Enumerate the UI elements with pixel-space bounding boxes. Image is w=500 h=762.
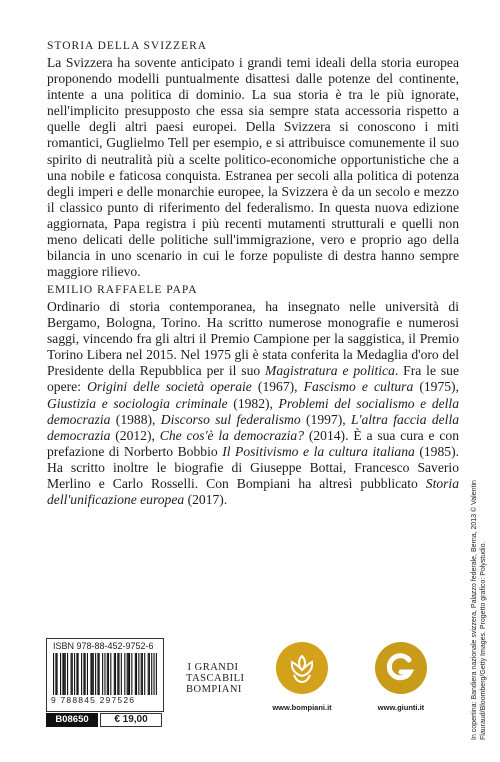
giunti-emblem-icon: [375, 642, 427, 694]
barcode-bar: [117, 653, 118, 695]
bio-text: (1975),: [413, 379, 459, 395]
barcode-bar: [141, 653, 142, 695]
barcode-image: [53, 653, 157, 695]
barcode-bar: [115, 653, 116, 695]
bio-text: Ordinario di storia contemporanea, ha insegnato nelle università di Bergamo, Bologna, Torino. Ha scritto numerose monografie e numerosi saggi, vincendo fra gli altri il Premio Campione per la saggistica, il Premio Torino Libera nel 2015. Nel 1975 gli è stata conferita la Medaglia d'oro del Presidente della Repubblica per il suo: [47, 299, 459, 379]
bio-text: (1985). Ha scritto inoltre le biografie di Giuseppe Bottai, Francesco Saverio Merlino e Carlo Rosselli. Con Bompiani ha altresì pubblicato: [47, 443, 459, 492]
barcode-bar: [124, 653, 125, 695]
work-title: Fascismo e cultura: [303, 379, 414, 395]
barcode-bar: [72, 653, 73, 695]
barcode-bar: [138, 653, 139, 695]
bio-text: (2014). È a sua cura e con prefazione di Norberto Bobbio: [47, 427, 459, 459]
barcode-bar: [142, 653, 143, 695]
bio-text: (2012),: [110, 427, 160, 443]
barcode-bar: [128, 653, 129, 695]
barcode-bar: [104, 653, 105, 695]
bio-text: (1982),: [227, 395, 279, 411]
barcode-bar: [90, 653, 91, 695]
barcode-bar: [55, 653, 56, 695]
barcode-bar: [85, 653, 86, 695]
author-bio-text: [47, 299, 459, 508]
barcode-bar: [144, 653, 145, 695]
author-bio: [47, 284, 459, 508]
barcode-bar: [121, 653, 122, 695]
barcode-bar: [67, 653, 68, 695]
barcode-bar: [102, 653, 103, 695]
barcode-bar: [81, 653, 82, 695]
work-title: L'altra faccia della democrazia: [47, 411, 460, 443]
barcode-bar: [107, 653, 108, 695]
barcode-bar: [131, 653, 132, 695]
work-title: Problemi del socialismo e della democrazia: [47, 395, 459, 427]
work-title: Storia dell'unificazione europea: [47, 476, 459, 508]
barcode-bar: [127, 653, 128, 695]
barcode-bar: [65, 653, 66, 695]
barcode-bar: [83, 653, 84, 695]
bio-text: (2017).: [184, 492, 228, 508]
barcode-bar: [110, 653, 111, 695]
work-title: Giustizia e sociologia criminale: [47, 395, 228, 411]
work-title: Il Positivismo e la cultura italiana: [222, 443, 415, 459]
book-title-heading: STORIA DELLA SVIZZERA: [47, 40, 208, 52]
barcode-bar: [57, 653, 58, 695]
barcode-bar: [148, 653, 149, 695]
barcode-bar: [60, 653, 61, 695]
barcode-bar: [97, 653, 98, 695]
bompiani-logo-icon: [276, 642, 328, 694]
barcode-bar: [136, 653, 137, 695]
work-title: Discorso sul federalismo: [160, 411, 301, 427]
bio-text: (1967),: [251, 379, 304, 395]
product-code: B08650: [46, 713, 98, 727]
barcode-panel: [46, 638, 164, 712]
price-tag: € 19,00: [100, 713, 162, 727]
barcode-bar: [71, 653, 72, 695]
series-name: [186, 662, 245, 695]
barcode-bar: [99, 653, 100, 695]
work-title: Origini delle società operaie: [87, 379, 252, 395]
barcode-bar: [114, 653, 115, 695]
barcode-bar: [92, 653, 93, 695]
giunti-logo-icon: [375, 642, 427, 694]
bompiani-website: www.bompiani.it: [272, 703, 332, 712]
barcode-bar: [135, 653, 136, 695]
barcode-bar: [64, 653, 65, 695]
bio-text: (1988),: [110, 411, 161, 427]
book-blurb: La Svizzera ha sovente anticipato i grandi temi ideali della storia europea proponendo modelli puntualmente disattesi dalle potenze del continente, intente a una politica di dominio. La sua storia è tra le più ignorate, nell'implicito presupposto che essa sia sempre stata accessoria rispetto a quelle degli altri paesi europei. Della Svizzera si conoscono i miti romantici, Guglielmo Tell per esempio, e si attribuisce comunemente il suo spirito di neutralità più a scelte politico-economiche opportunistiche che a una nobile e faticosa conquista. Estranea per secoli alla politica di potenza degli imperi e delle monarchie europee, la Svizzera è da un secolo e mezzo il classico punto di riferimento del federalismo. In questa nuova edizione aggiornata, Papa registra i più recenti mutamenti strutturali e quelli non meno delicati delle politiche sull'immigrazione, vero e proprio ago della bilancia in uno scenario in cui le forze populiste di destra hanno sempre maggiore rilievo.: [47, 55, 459, 280]
barcode-bar: [78, 653, 79, 695]
barcode-bar: [151, 653, 152, 695]
cover-credits: In copertina: Bandiera nazionale svizzera, Palazzo federale, Berna, 2013 © Valentin Flauraud/Bloomberg/Getty Images. Progetto grafico: Polystudio.: [471, 480, 487, 740]
series-line: TASCABILI: [186, 673, 245, 684]
barcode-bar: [95, 653, 96, 695]
bio-text: (1997),: [300, 411, 352, 427]
barcode-bar: [93, 653, 94, 695]
barcode-bar: [62, 653, 63, 695]
work-title: Magistratura e politica: [265, 363, 395, 379]
book-description: [47, 40, 459, 280]
giunti-website: www.giunti.it: [377, 703, 425, 712]
barcode-bar: [74, 653, 75, 695]
barcode-bar: [118, 653, 119, 695]
barcode-bar: [156, 653, 157, 695]
series-line: BOMPIANI: [186, 684, 242, 695]
barcode-bar: [87, 653, 88, 695]
isbn-number: ISBN 978-88-452-9752-6: [53, 641, 154, 651]
barcode-bar: [108, 653, 109, 695]
barcode-bar: [76, 653, 77, 695]
barcode-digits: 9 788845 297526: [51, 695, 136, 705]
barcode-bar: [129, 653, 130, 695]
author-name-heading: EMILIO RAFFAELE PAPA: [47, 284, 198, 296]
barcode-bar: [53, 653, 54, 695]
barcode-bar: [149, 653, 150, 695]
bio-text: . Fra le sue opere:: [47, 363, 459, 395]
series-line: I GRANDI: [187, 662, 239, 673]
bompiani-emblem-icon: [276, 642, 328, 694]
barcode-bar: [153, 653, 154, 695]
work-title: Che cos'è la democrazia?: [159, 427, 305, 443]
